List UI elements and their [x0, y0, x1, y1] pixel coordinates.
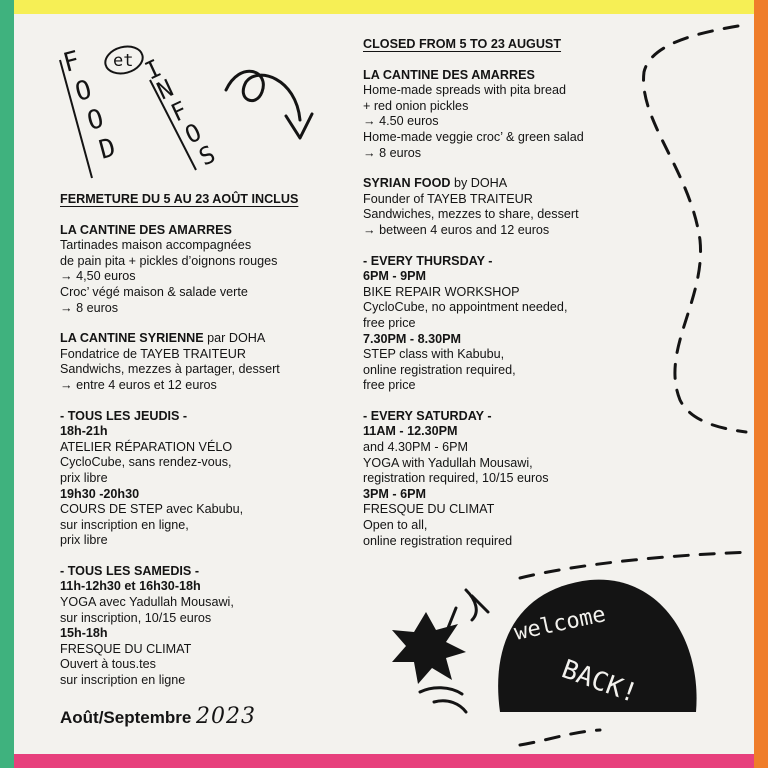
text-line: BIKE REPAIR WORKSHOP [363, 284, 520, 299]
svg-text:BACK!: BACK! [557, 654, 642, 710]
text-line: ATELIER RÉPARATION VÉLO [60, 439, 233, 454]
price-line: → 8 euros [363, 145, 422, 160]
section-title: LA CANTINE SYRIENNE [60, 331, 204, 346]
english-column [363, 37, 663, 564]
section-title: SYRIAN FOOD [363, 176, 451, 191]
welcome-back-badge [498, 580, 696, 712]
footer-year: 2023 [196, 704, 257, 729]
by-line: by DOHA [453, 176, 508, 191]
syrian-food-en [363, 176, 663, 238]
text-line: Ouvert à tous.tes [60, 657, 156, 672]
infos-title-art [141, 54, 220, 171]
text-line: STEP class with Kabubu, [363, 347, 505, 362]
footer-month: Août/Septembre [60, 708, 192, 727]
cantine-amarres-en [363, 68, 663, 162]
section-title: - EVERY SATURDAY - [363, 408, 492, 423]
time-line: 15h-18h [60, 626, 108, 641]
price-line: → between 4 euros and 12 euros [363, 222, 550, 237]
thursday-en [363, 254, 663, 394]
section-title: - TOUS LES JEUDIS - [60, 408, 188, 423]
text-line: de pain pita + pickles d’oignons rouges [60, 253, 278, 268]
text-line: Tartinades maison accompagnées [60, 238, 252, 253]
text-line: YOGA with Yadullah Mousawi, [363, 455, 533, 470]
text-line: FRESQUE DU CLIMAT [60, 641, 192, 656]
text-line: Sandwichs, mezzes à partager, dessert [60, 362, 280, 377]
saturday-en [363, 409, 663, 549]
text-line: free price [363, 378, 416, 393]
text-line: prix libre [60, 533, 108, 548]
text-line: Croc’ végé maison & salade verte [60, 284, 248, 299]
text-line: registration required, 10/15 euros [363, 471, 549, 486]
price-line: → 8 euros [60, 300, 119, 315]
thursday-fr [60, 409, 350, 549]
section-title: LA CANTINE DES AMARRES [60, 222, 232, 237]
text-line: Founder of TAYEB TRAITEUR [363, 191, 533, 206]
text-line: CycloCube, sans rendez-vous, [60, 455, 232, 470]
section-title: - TOUS LES SAMEDIS - [60, 563, 200, 578]
price-line: → 4.50 euros [363, 114, 439, 129]
text-line: Open to all, [363, 518, 428, 533]
text-line: YOGA avec Yadullah Mousawi, [60, 595, 234, 610]
text-line: sur inscription en ligne, [60, 517, 189, 532]
text-line: online registration required [363, 533, 513, 548]
svg-text:F: F [166, 95, 192, 128]
time-line: 18h-21h [60, 424, 108, 439]
text-line: and 4.30PM - 6PM [363, 440, 468, 455]
saturday-fr [60, 564, 350, 689]
section-title: - EVERY THURSDAY - [363, 253, 493, 268]
food-title-art [60, 46, 119, 166]
closed-notice-fr: FERMETURE DU 5 AU 23 AOÛT INCLUS [60, 192, 299, 206]
time-line: 19h30 -20h30 [60, 486, 140, 501]
text-line: Sandwiches, mezzes to share, dessert [363, 207, 579, 222]
svg-text:S: S [194, 139, 220, 172]
closed-notice-en: CLOSED FROM 5 TO 23 AUGUST [363, 37, 562, 51]
star-icon [392, 612, 466, 684]
svg-text:I: I [140, 53, 166, 86]
et-word: et [113, 51, 134, 71]
text-line: Home-made spreads with pita bread [363, 83, 567, 98]
text-line: free price [363, 315, 416, 330]
by-line: par DOHA [207, 331, 266, 346]
price-line: → 4,50 euros [60, 269, 136, 284]
cantine-syrienne-fr [60, 331, 350, 393]
text-line: sur inscription en ligne [60, 673, 186, 688]
text-line: CycloCube, no appointment needed, [363, 300, 568, 315]
text-line: prix libre [60, 470, 108, 485]
food-letter-4: D [96, 132, 119, 166]
food-letter-3: O [84, 103, 107, 137]
time-line: 11h-12h30 et 16h30-18h [60, 579, 201, 594]
svg-text:O: O [180, 117, 206, 150]
time-line: 7.30PM - 8.30PM [363, 331, 461, 346]
text-line: sur inscription, 10/15 euros [60, 610, 212, 625]
food-letter-1: F [60, 45, 83, 79]
time-line: 11AM - 12.30PM [363, 424, 458, 439]
time-line: 3PM - 6PM [363, 486, 426, 501]
cantine-amarres-fr [60, 223, 350, 317]
footer-date [60, 704, 256, 729]
svg-text:welcome: welcome [512, 602, 608, 646]
text-line: online registration required, [363, 362, 516, 377]
text-line: COURS DE STEP [60, 502, 163, 517]
text-line: FRESQUE DU CLIMAT [363, 502, 495, 517]
text-line: Fondatrice de TAYEB TRAITEUR [60, 346, 246, 361]
text-line: + red onion pickles [363, 98, 469, 113]
svg-text:N: N [152, 73, 178, 106]
text-line: Home-made veggie croc’ & green salad [363, 129, 584, 144]
price-line: → entre 4 euros et 12 euros [60, 377, 217, 392]
time-line: 6PM - 9PM [363, 269, 426, 284]
section-title: LA CANTINE DES AMARRES [363, 67, 535, 82]
french-column [60, 192, 350, 704]
food-letter-2: O [72, 74, 95, 108]
text-line: avec Kabubu, [166, 502, 244, 517]
